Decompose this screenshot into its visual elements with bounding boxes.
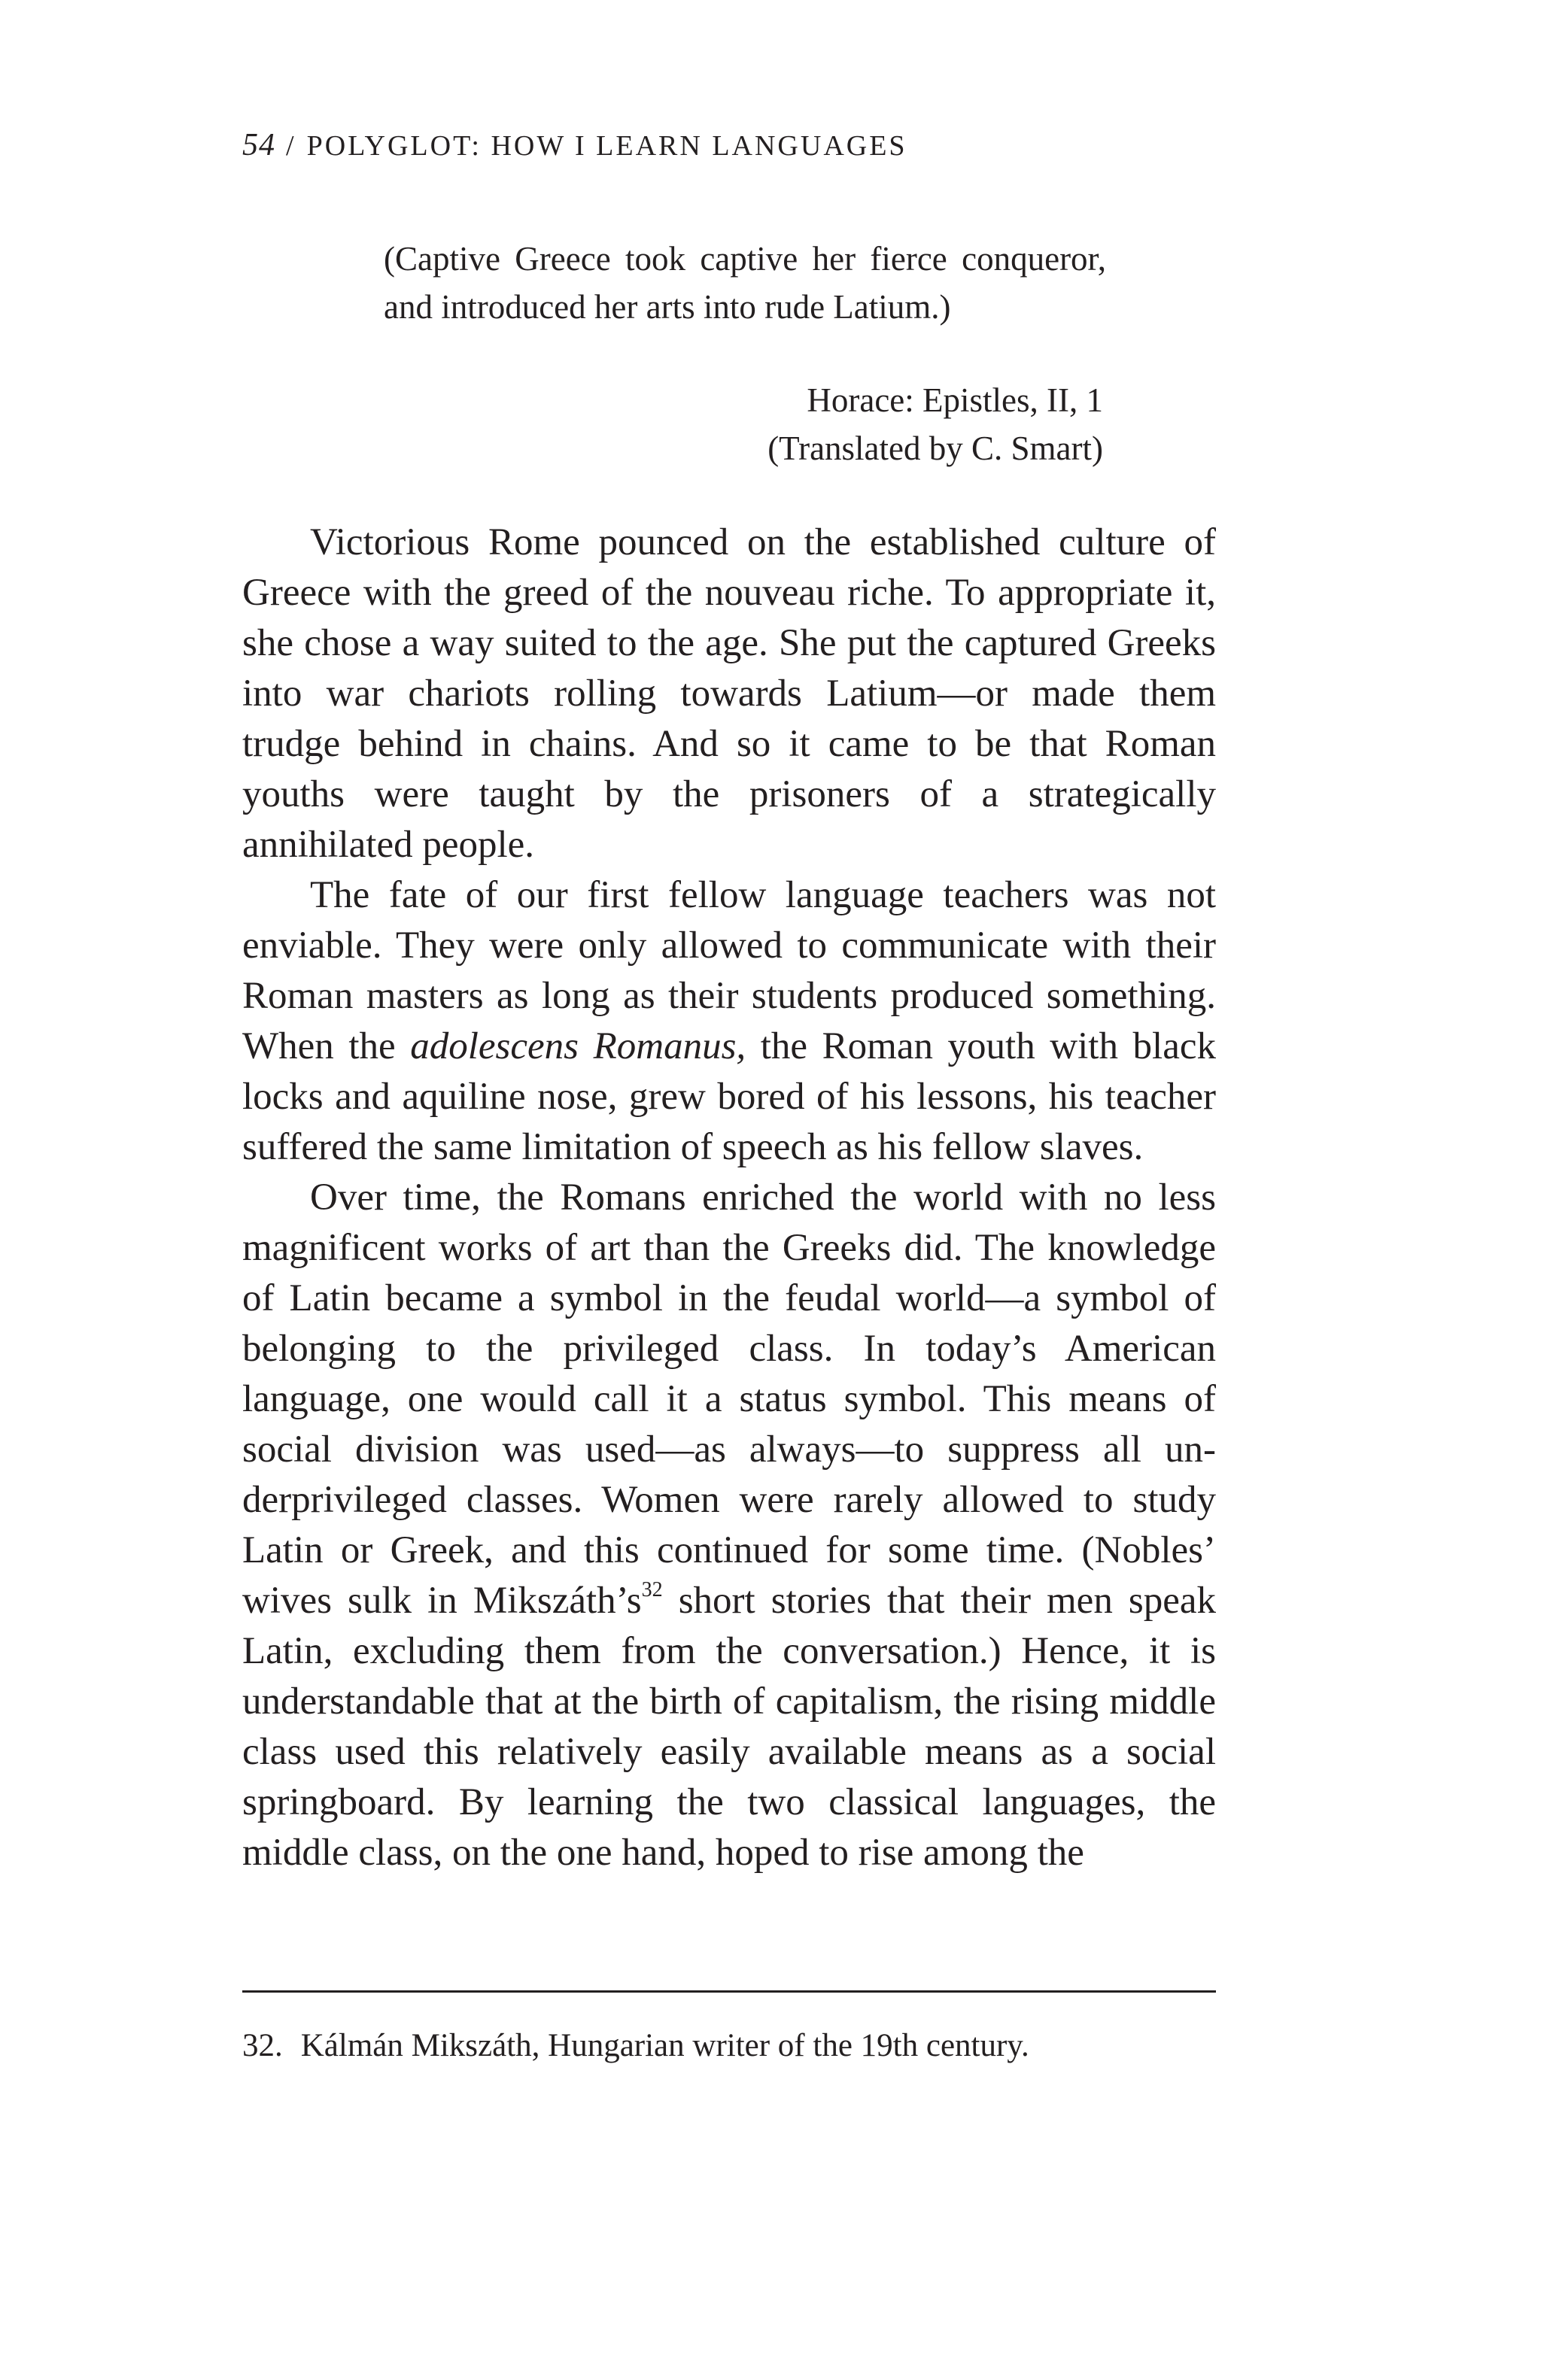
epigraph-translator: (Translated by C. Smart) [767,430,1103,467]
page-number: 54 [242,128,275,162]
running-title: POLYGLOT: HOW I LEARN LANGUAGES [306,130,907,162]
footnote-reference[interactable]: 32 [641,1578,663,1601]
latin-phrase: adolescens Romanus, [410,1025,746,1067]
footnote-number: 32. [242,2028,283,2063]
header-separator: / [286,130,296,162]
running-header [242,129,907,161]
paragraph: Victorious Rome pounced on the established culture of Greece with the greed of the nouveau riche. To appropriate it, she chose a way suited to the age. She put the captured Greeks into war chariots rolling towards Latium—or made them trudge behind in chains. And so it came to be that Roman youths were taught by the prisoners of a strategically annihilated people. [242,521,1216,866]
paragraph-text: The fate of our first fellow language teachers was not enviable. They were only allowed to communicate with their Roman masters as long as their students produced something. When the [242,874,1216,1067]
epigraph-attribution [767,376,1103,472]
paragraph-text: Over time, the Romans enriched the world with no less magnificent works of art than the Greeks did. The knowledge of Latin became a symbol in the feudal world—a symbol of belonging to the privileged class. In today’s American language, one would call it a status symbol. This means of social division was used—as always—to suppress all underprivileged classes. Women were rarely allowed to study Latin or Greek, and this continued for some time. (Nobles’ wives sulk in Mikszáth’s [242,1176,1216,1622]
paragraph-text: the Roman youth with black locks and aquiline nose, grew bored of his lessons, his teacher suffered the same limitation of speech as his fellow slaves. [242,1025,1216,1168]
epigraph-source: Horace: Epistles, II, 1 [807,381,1103,419]
paragraph [242,870,1216,1173]
body-text [242,518,1216,1878]
paragraph-text: short stories that their men speak Latin, excluding them from the conversation.) Hence, it is understandable that at the birth of capitalism, the rising middle class used this relatively easily available means as a social springboard. By learning the two classical languages, the middle class, on the one hand, hoped to rise among the [242,1580,1216,1874]
paragraph [242,1173,1216,1878]
footnote-text: Kálmán Mikszáth, Hungarian writer of the 19th century. [300,2028,1029,2063]
footnote [242,2023,1216,2069]
footnote-divider [242,1990,1216,1993]
epigraph-translation: (Captive Greece took captive her fierce conqueror, and introduced her arts into rude Latium.) [384,240,1106,326]
